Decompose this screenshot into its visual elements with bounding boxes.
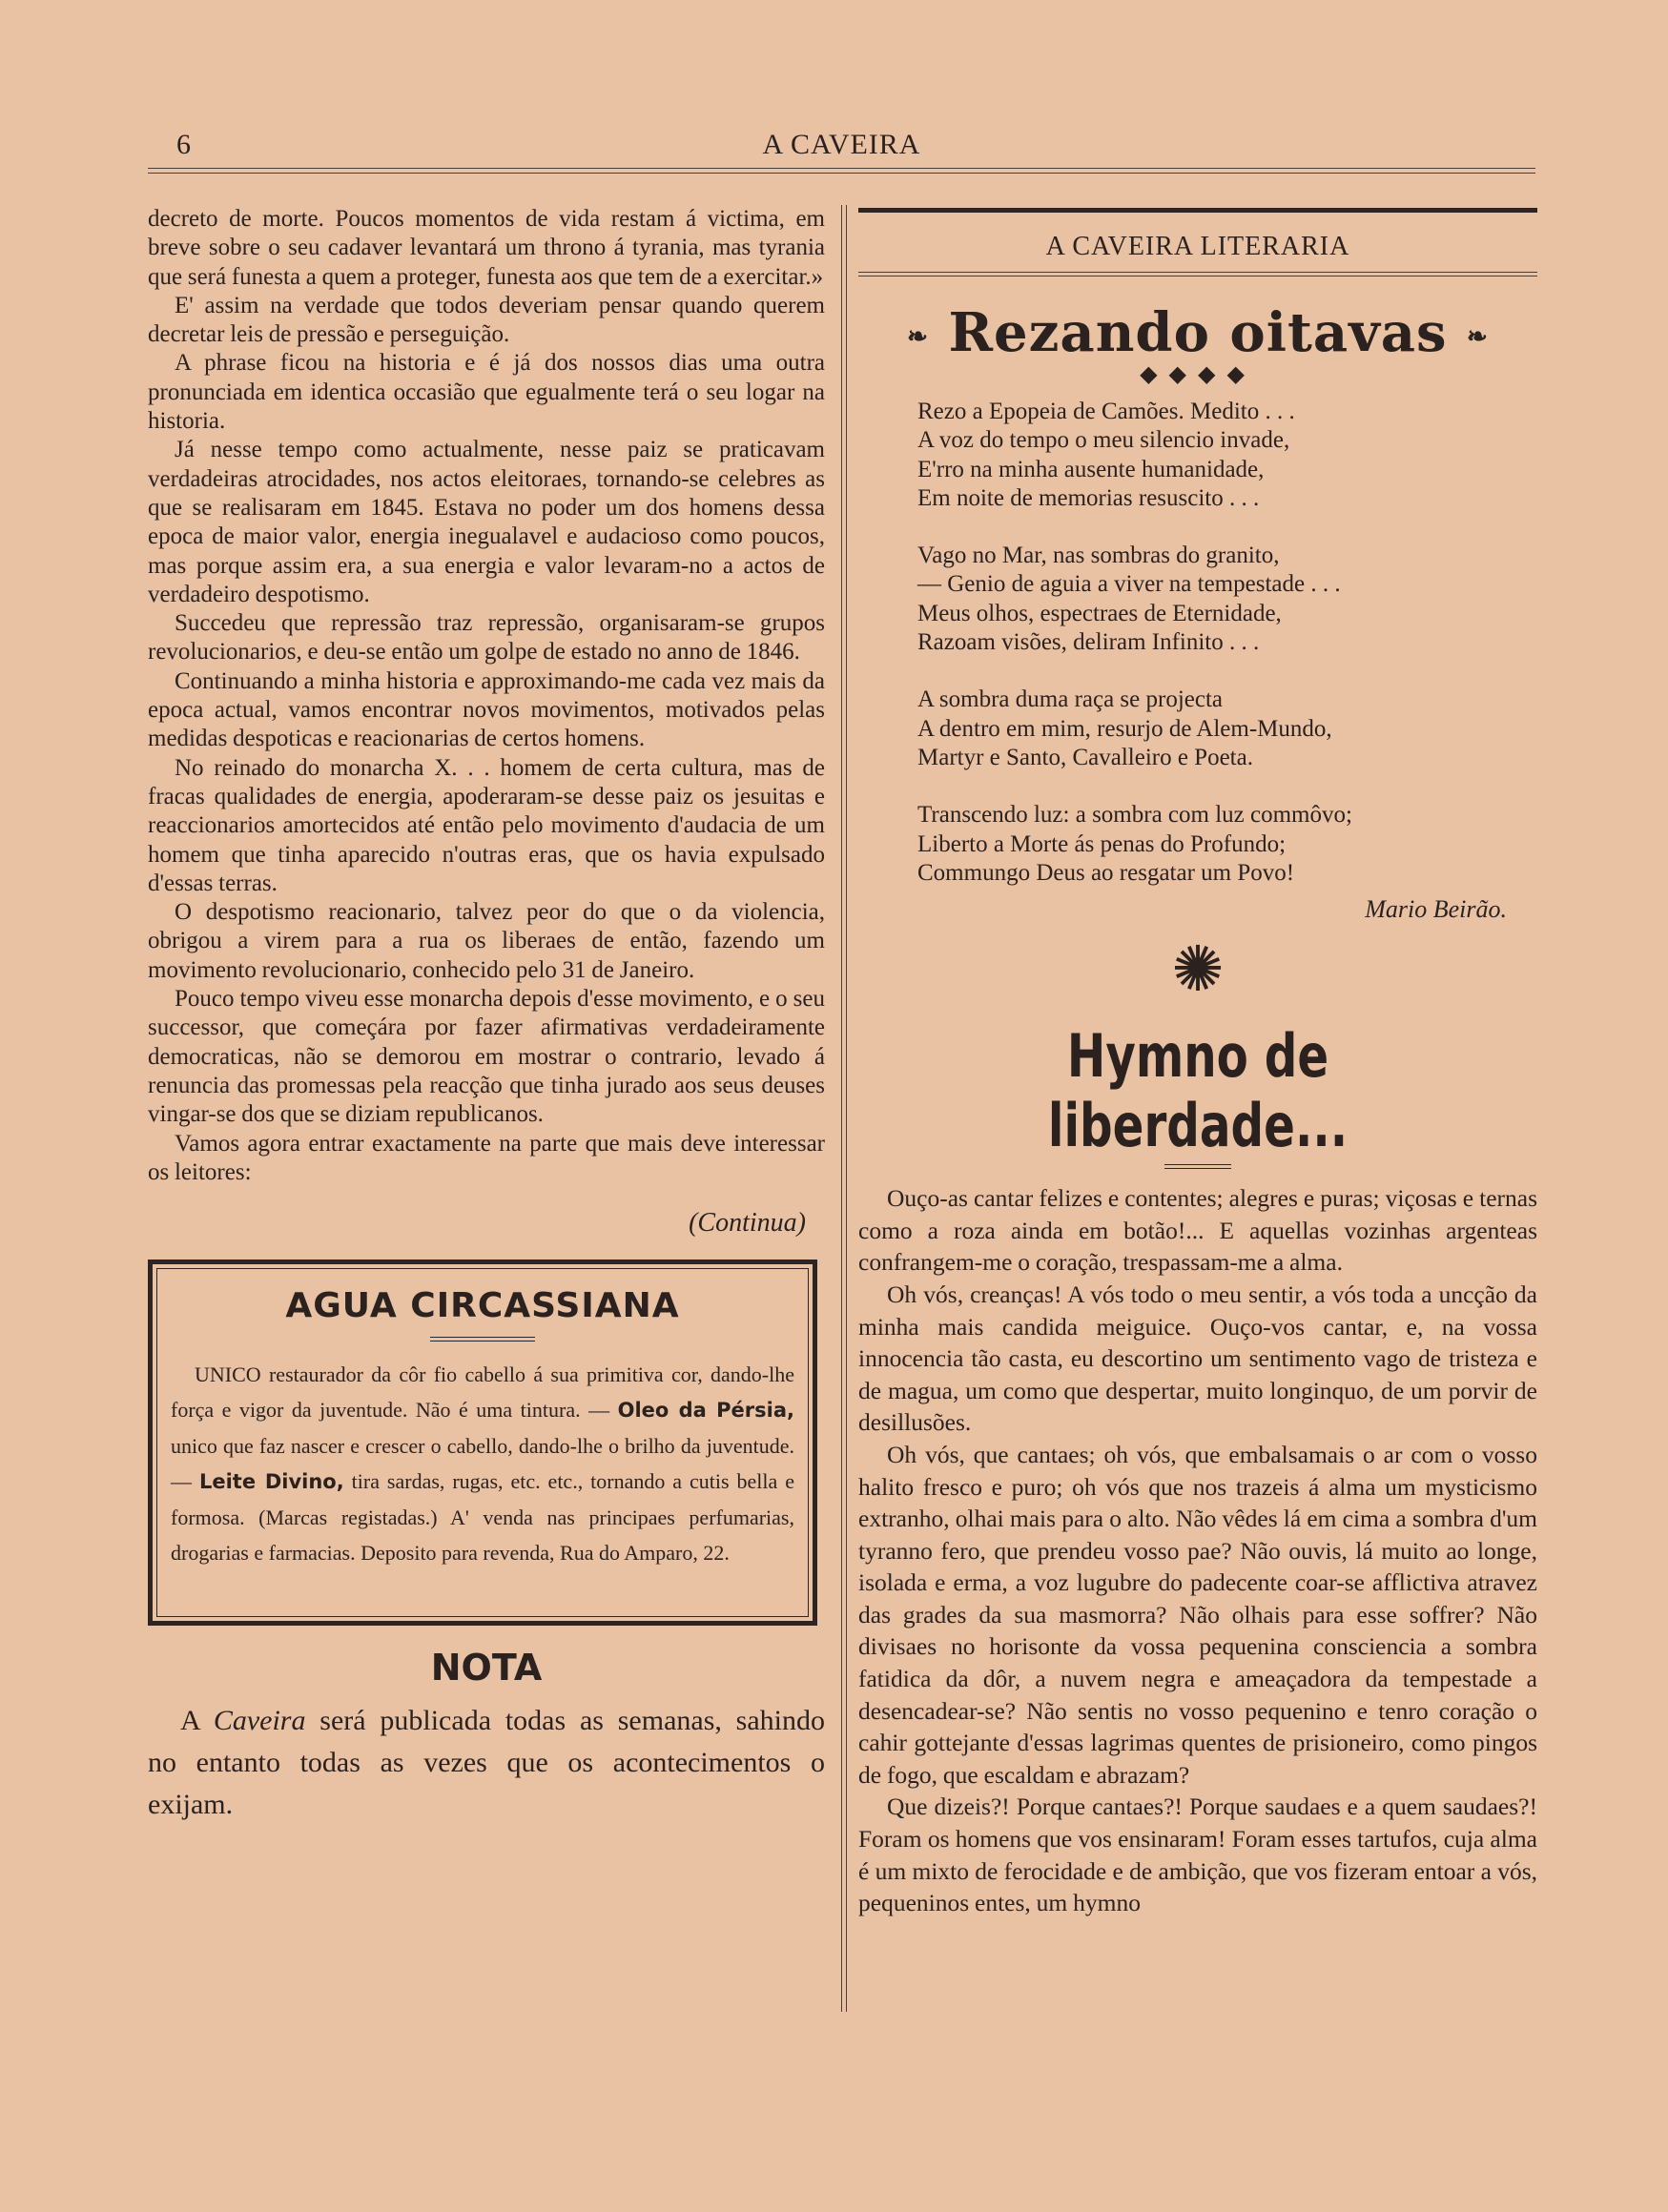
poem <box>917 398 1537 888</box>
poem-verse: — Genio de aguia a viver na tempestade . . . <box>917 571 1341 598</box>
page-header <box>148 129 1535 167</box>
article-paragraph: O despotismo reacionario, talvez peor do que o da violencia, obrigou a virem para a rua os liberaes de então, fazendo um movimento revolucionario, conhecido pelo 31 de Janeiro. <box>148 899 825 983</box>
continued-article <box>148 205 825 1187</box>
section-top-rule <box>858 208 1537 213</box>
section-bottom-rule <box>858 272 1537 276</box>
advertisement-box <box>148 1260 817 1626</box>
article-title-rule <box>1164 1164 1231 1169</box>
article-paragraph: No reinado do monarcha X. . . homem de certa cultura, mas de fracas qualidades de energia, apoderaram-se desse paiz os jesuitas e reaccionarios amortecidos até então pelo movimento d'audacia de um homem que tinha aparecido n'outras eras, que os havia expulsado d'essas terras. <box>148 754 825 896</box>
poem-title <box>858 301 1537 364</box>
poem-verse: Razoam visões, deliram Infinito . . . <box>917 629 1260 656</box>
article-paragraph: A phrase ficou na historia e é já dos nossos dias uma outra pronunciada em identica occasião que egualmente terá o seu logar na historia. <box>148 350 825 435</box>
article-paragraph: Oh vós, que cantaes; oh vós, que embalsamais o ar com o vosso halito fresco e puro; oh vós que nos trazeis á alma um mysticismo extranho, olhai mais para o alto. Não vêdes lá em cima a sombra d'um tyranno fero, que prendeu vosso pae? Não ouvis, lá muito ao longe, isolada e erma, a voz lugubre do padecente coar-se afflictiva atravez das grades da sua masmorra? Não olhais para esse soffrer? Não divisaes no horisonte da vossa pequenina consciencia a sombra fatidica da dôr, a nuvem negra e ameaçadora da tempestade a desencadear-se? Não sentis no vosso pequenino e tenro coração o cahir gottejante d'essas lagrimas quentes de prisioneiro, como pingos de fogo, que escaldam e abrazam? <box>858 1440 1537 1789</box>
article-paragraph: Pouco tempo viveu esse monarcha depois d'esse movimento, e o seu successor, que começára por fazer afirmativas verdadeiramente democraticas, não se demorou em mostrar o contrario, levado á renuncia das promessas pela reacção que tinha jurado aos seus deuses vingar-se dos que se diziam republicanos. <box>148 986 825 1128</box>
article-paragraph: Continuando a minha historia e approximando-me cada vez mais da epoca actual, vamos encontrar novos movimentos, motivados pelas medidas despoticas e reacionarias de certos homens. <box>148 667 825 752</box>
section-header: A CAVEIRA LITERARIA <box>1045 232 1350 261</box>
column-divider <box>841 205 847 2012</box>
advertisement-rule <box>430 1337 535 1342</box>
poem-title-text: Rezando oitavas <box>948 301 1448 364</box>
poem-verse: Meus olhos, espectraes de Eternidade, <box>917 600 1282 626</box>
article-paragraph: decreto de morte. Poucos momentos de vida restam á victima, em breve sobre o seu cadaver levantará um throno á tyrania, mas tyrania que será funesta a quem a proteger, funesta aos que tem de a exercitar.» <box>148 206 825 290</box>
page-number: 6 <box>176 129 191 160</box>
poem-verse: Vago no Mar, nas sombras do granito, <box>917 543 1280 569</box>
poem-verse: Em noite de memorias resuscito . . . <box>917 484 1260 511</box>
advertisement-title: AGUA CIRCASSIANA <box>285 1286 680 1326</box>
poem-stanza <box>917 801 1537 888</box>
continued-marker: (Continua) <box>689 1208 806 1239</box>
nota-text-part: A <box>180 1705 214 1737</box>
ad-text-part: tira sardas, rugas, etc. etc., tornando a cutis bella e formosa. (Marcas registadas.) A' venda nas principaes perfumarias, drogarias e farmacias. Deposito para revenda, Rua do Amparo, 22. <box>171 1469 794 1566</box>
right-column <box>858 205 1537 1919</box>
article-paragraph: Já nesse tempo como actualmente, nesse paiz se praticavam verdadeiras atrocidades, nos actos eleitoraes, tornando-se celebres as que se realisaram em 1845. Estava no poder um dos homens dessa epoca de maior valor, energia inegualavel e audacioso como poucos, mas porque assim era, a sua energia e valor levaram-no a actos de verdadeiro despotismo. <box>148 437 825 607</box>
left-column <box>148 205 825 1826</box>
advertisement-inner-frame <box>156 1268 809 1617</box>
poem-verse: A sombra duma raça se projecta <box>917 686 1224 713</box>
nota-text-part: será publicada todas as semanas, sahindo no entanto todas as vezes que os acontecimentos o exijam. <box>148 1705 826 1821</box>
poem-stanza <box>917 686 1537 772</box>
poem-verse: Commungo Deus ao resgatar um Povo! <box>917 859 1295 886</box>
hymn-article <box>858 1182 1537 1919</box>
diamond-ornament-icon: ◆◆◆◆ <box>1140 362 1256 387</box>
running-title: A CAVEIRA <box>762 129 921 160</box>
article-paragraph: E' assim na verdade que todos deveriam pensar quando querem decretar leis de pressão e perseguição. <box>148 292 825 348</box>
poem-verse: A voz do tempo o meu silencio invade, <box>917 427 1290 454</box>
nota-title: NOTA <box>430 1647 543 1690</box>
nota-publication-name: Caveira <box>213 1705 306 1737</box>
ad-text-part: UNICO restaurador da côr fio cabello á sua primitiva cor, dando-lhe força e vigor da juventude. Não é uma tintura. — <box>171 1362 794 1423</box>
article-paragraph: Oh vós, creanças! A vós todo o meu sentir, a vós toda a uncção da minha mais candida meiguice. Ouço-vos cantar, e, na vossa innocencia tão casta, eu descortino um sentimento vago de tristeza e de magua, um como que despertar, muito longinquo, de um porvir de desillusões. <box>858 1280 1537 1437</box>
ad-product-leite: Leite Divino, <box>198 1470 344 1494</box>
article-paragraph: Vamos agora entrar exactamente na parte que mais deve interessar os leitores: <box>148 1130 825 1185</box>
advertisement-text <box>171 1357 794 1570</box>
ad-product-oleo: Oleo da Pérsia, <box>617 1399 795 1423</box>
header-rule-top <box>148 168 1535 169</box>
poem-verse: A dentro em mim, resurjo de Alem-Mundo, <box>917 715 1332 742</box>
poem-verse: Transcendo luz: a sombra com luz commôvo; <box>917 802 1352 829</box>
article-paragraph: Ouço-as cantar felizes e contentes; alegres e puras; viçosas e ternas como a roza ainda em botão!... E aquellas vozinhas argenteas confrangem-me o coração, trespassam-me a alma. <box>858 1184 1537 1277</box>
poem-verse: E'rro na minha ausente humanidade, <box>917 456 1265 482</box>
article-paragraph: Que dizeis?! Porque cantaes?! Porque saudaes e a quem saudaes?! Foram os homens que vos ensinaram! Foram esses tartufos, cuja alma é um mixto de ferocidade e de ambição, que vos fizeram entoar a vós, pequeninos entes, um hymno <box>858 1792 1537 1917</box>
flower-ornament-icon: ✺ <box>1171 935 1225 1006</box>
ad-text-part: unico que faz nascer e crescer o cabello, dando-lhe o brilho da juventude. — <box>171 1434 794 1494</box>
poem-stanza <box>917 542 1537 657</box>
poem-verse: Martyr e Santo, Cavalleiro e Poeta. <box>917 744 1253 770</box>
leaf-ornament-icon: ❧ <box>1467 322 1489 352</box>
poem-verse: Rezo a Epopeia de Camões. Medito . . . <box>917 399 1295 424</box>
article-title: Hymno de liberdade... <box>1047 1021 1349 1161</box>
leaf-ornament-icon: ❧ <box>907 322 929 352</box>
header-rule-bottom <box>148 173 1535 174</box>
nota-text <box>148 1700 825 1826</box>
poem-stanza <box>917 398 1537 513</box>
article-paragraph: Succedeu que repressão traz repressão, organisaram-se grupos revolucionarios, e deu-se então um golpe de estado no anno de 1846. <box>148 610 825 666</box>
poem-author: Mario Beirão. <box>1365 895 1507 924</box>
poem-verse: Liberto a Morte ás penas do Profundo; <box>917 830 1287 857</box>
